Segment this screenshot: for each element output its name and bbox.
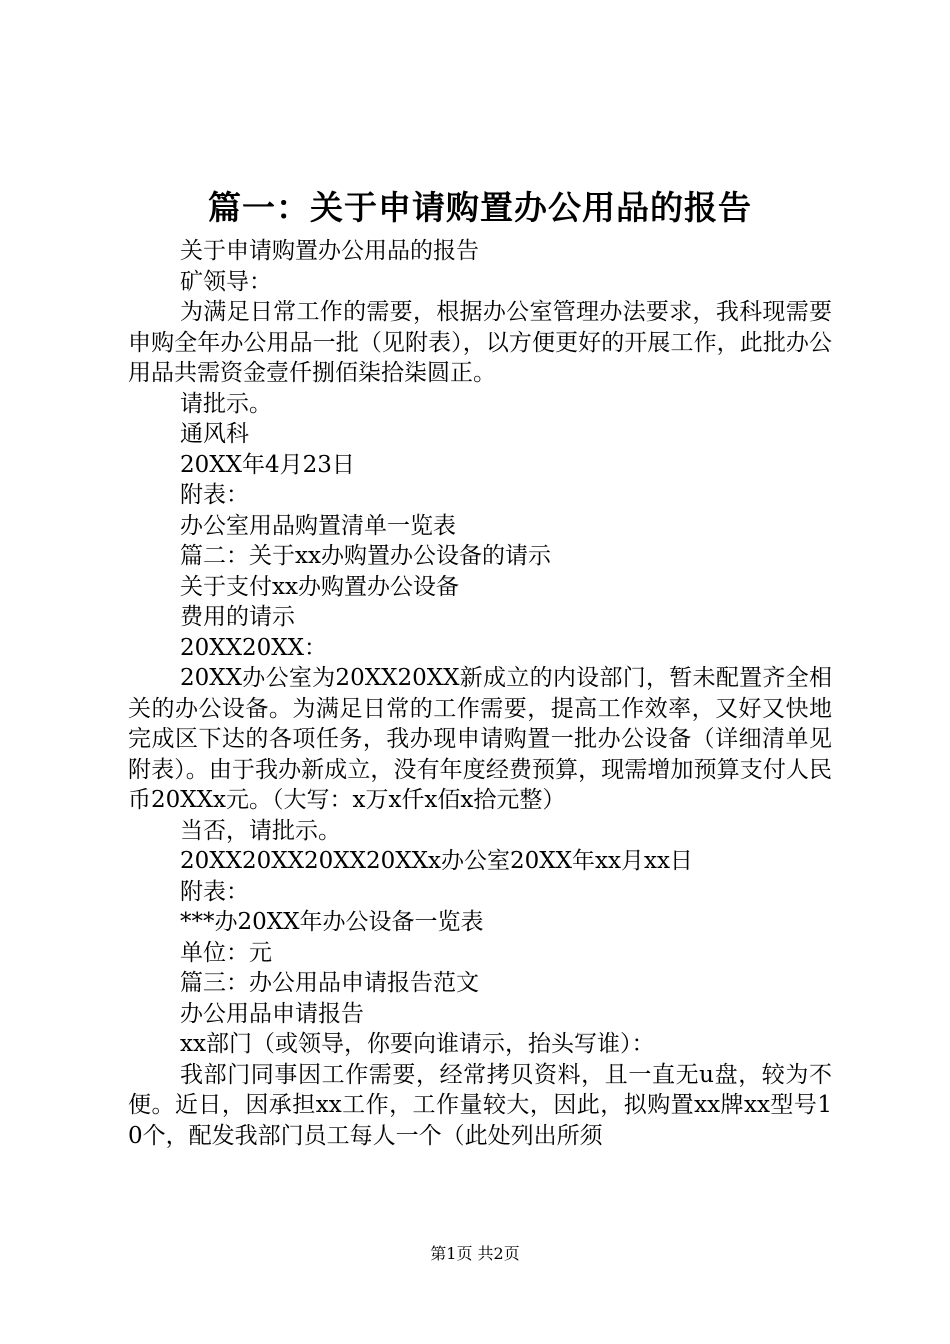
paragraph: 篇三：办公用品申请报告范文 — [180, 970, 479, 996]
paragraph: 关于支付xx办购置办公设备 — [180, 573, 459, 600]
paragraph: 费用的请示 — [180, 604, 295, 630]
paragraph: 我部门同事因工作需要，经常拷贝资料，且一直无u盘，较为不便。近日，因承担xx工作，工作量较大，因此，拟购置xx牌xx型号10个，配发我部门员工每人一个（此处列出所须 — [128, 1061, 832, 1149]
document-title: 篇一：关于申请购置办公用品的报告 — [208, 188, 752, 227]
paragraph: 20XX20XX20XX20XXx办公室20XX年xx月xx日 — [180, 848, 693, 874]
paragraph: 通风科 — [180, 421, 249, 447]
paragraph: 20XX年4月23日 — [180, 451, 355, 478]
paragraph: 附表： — [180, 878, 249, 905]
paragraph: 矿领导： — [180, 268, 272, 295]
paragraph: xx部门（或领导，你要向谁请示，抬头写谁）： — [180, 1031, 655, 1057]
paragraph: 为满足日常工作的需要，根据办公室管理办法要求，我科现需要申购全年办公用品一批（见附表），以方便更好的开展工作，此批办公用品共需资金壹仟捌佰柒拾柒圆正。 — [128, 299, 832, 386]
page-number-footer: 第1页 共2页 — [430, 1244, 520, 1263]
paragraph: 当否，请批示。 — [180, 817, 341, 844]
document-page — [128, 0, 832, 1344]
paragraph: 请批示。 — [180, 390, 272, 417]
paragraph: 办公室用品购置清单一览表 — [180, 512, 456, 539]
paragraph: ***办20XX年办公设备一览表 — [180, 909, 484, 935]
document-body — [128, 236, 832, 1151]
paragraph: 附表： — [180, 482, 249, 508]
paragraph: 20XX20XX： — [180, 634, 328, 661]
paragraph: 20XX办公室为20XX20XX新成立的内设部门，暂未配置齐全相关的办公设备。为满足日常的工作需要，提高工作效率，又好又快地完成区下达的各项任务，我办现申请购置一批办公设备（详细清单见附表）。由于我办新成立，没有年度经费预算，现需增加预算支付人民币20XXx元。（大写：x万x仟x佰x拾元整） — [128, 665, 832, 813]
paragraph: 办公用品申请报告 — [180, 1000, 364, 1027]
paragraph: 关于申请购置办公用品的报告 — [180, 238, 479, 264]
paragraph: 篇二：关于xx办购置办公设备的请示 — [180, 543, 551, 569]
paragraph: 单位：元 — [180, 939, 272, 966]
